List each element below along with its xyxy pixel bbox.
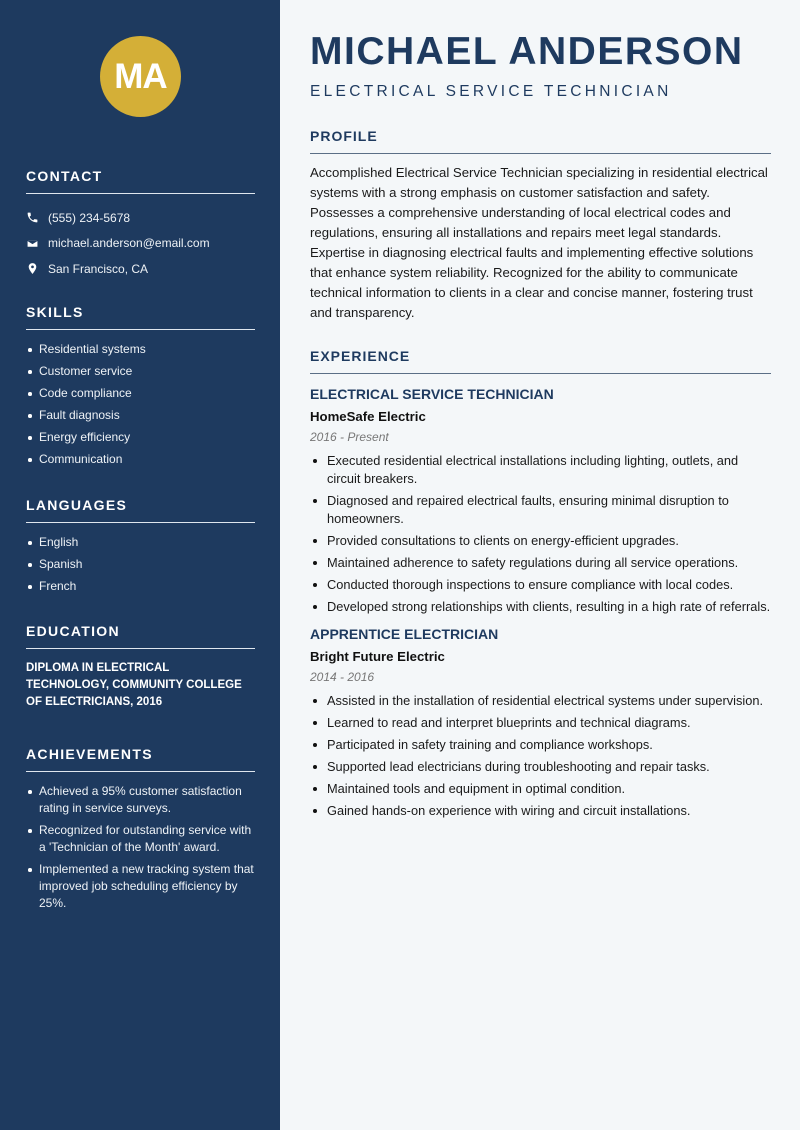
education-section (26, 623, 255, 711)
language-item: Spanish (26, 556, 255, 573)
skill-item: Fault diagnosis (26, 407, 255, 424)
job-bullet: Participated in safety training and compliance workshops. (310, 736, 771, 754)
job-bullet: Executed residential electrical installations including lighting, outlets, and circuit breakers. (310, 452, 771, 488)
location-pin-icon (26, 262, 39, 275)
experience-heading: EXPERIENCE (310, 348, 771, 374)
job-bullet: Assisted in the installation of residential electrical systems under supervision. (310, 692, 771, 710)
skill-item: Residential systems (26, 341, 255, 358)
job-company: HomeSafe Electric (310, 409, 426, 424)
skill-item: Code compliance (26, 385, 255, 402)
job-bullets (310, 692, 771, 820)
candidate-name: MICHAEL ANDERSON (310, 30, 744, 73)
achievement-item: Achieved a 95% customer satisfaction rating in service surveys. (26, 783, 255, 817)
education-entry: DIPLOMA IN ELECTRICAL TECHNOLOGY, COMMUNITY COLLEGE OF ELECTRICIANS, 2016 (26, 662, 242, 708)
contact-phone (26, 205, 255, 231)
job-bullet: Gained hands-on experience with wiring and circuit installations. (310, 802, 771, 820)
skills-heading: SKILLS (26, 304, 255, 330)
job-bullets (310, 452, 771, 616)
languages-list (26, 534, 255, 595)
language-item: English (26, 534, 255, 551)
job-bullet: Supported lead electricians during troubleshooting and repair tasks. (310, 758, 771, 776)
skills-section (26, 304, 255, 473)
job-entry (310, 386, 771, 616)
skill-item: Customer service (26, 363, 255, 380)
phone-text: (555) 234-5678 (48, 210, 131, 225)
job-bullet: Provided consultations to clients on energy-efficient upgrades. (310, 532, 771, 550)
job-bullet: Maintained adherence to safety regulations during all service operations. (310, 554, 771, 572)
job-bullet: Learned to read and interpret blueprints and technical diagrams. (310, 714, 771, 732)
sidebar (0, 0, 280, 1130)
avatar: MA (100, 36, 181, 117)
skills-list (26, 341, 255, 468)
job-dates: 2016 - Present (310, 430, 389, 444)
candidate-title: ELECTRICAL SERVICE TECHNICIAN (310, 83, 672, 100)
job-company: Bright Future Electric (310, 649, 445, 664)
achievements-heading: ACHIEVEMENTS (26, 746, 255, 772)
languages-section (26, 497, 255, 600)
achievement-item: Recognized for outstanding service with a 'Technician of the Month' award. (26, 822, 255, 856)
achievements-section (26, 746, 255, 917)
achievement-item: Implemented a new tracking system that improved job scheduling efficiency by 25%. (26, 861, 255, 912)
skill-item: Energy efficiency (26, 429, 255, 446)
job-bullet: Diagnosed and repaired electrical faults, ensuring minimal disruption to homeowners. (310, 492, 771, 528)
job-title: APPRENTICE ELECTRICIAN (310, 626, 499, 642)
job-entry (310, 626, 771, 820)
job-bullet: Developed strong relationships with clients, resulting in a high rate of referrals. (310, 598, 771, 616)
contact-heading: CONTACT (26, 168, 255, 194)
contact-email (26, 231, 255, 257)
job-title: ELECTRICAL SERVICE TECHNICIAN (310, 386, 554, 402)
experience-section (310, 348, 771, 824)
phone-icon (26, 211, 39, 224)
profile-heading: PROFILE (310, 128, 771, 154)
languages-heading: LANGUAGES (26, 497, 255, 523)
achievements-list (26, 783, 255, 912)
location-text: San Francisco, CA (48, 261, 149, 276)
email-icon (26, 237, 39, 250)
profile-text: Accomplished Electrical Service Technician specializing in residential electrical systems with a strong emphasis on customer satisfaction and safety. Possesses a comprehensive understanding of local electrical codes and regulations, ensuring all installations and repairs meet legal standards. Expertise in diagnosing electrical faults and implementing effective solutions that enhance system reliability. Recognized for the ability to communicate technical information to clients in a clear and concise manner, fostering trust and transparency. (310, 165, 768, 320)
job-bullet: Conducted thorough inspections to ensure compliance with local codes. (310, 576, 771, 594)
contact-section (26, 168, 255, 282)
education-heading: EDUCATION (26, 623, 255, 649)
language-item: French (26, 578, 255, 595)
contact-location (26, 256, 255, 282)
profile-section (310, 128, 771, 323)
skill-item: Communication (26, 451, 255, 468)
job-bullet: Maintained tools and equipment in optimal condition. (310, 780, 771, 798)
email-text: michael.anderson@email.com (48, 236, 210, 251)
job-dates: 2014 - 2016 (310, 670, 375, 684)
